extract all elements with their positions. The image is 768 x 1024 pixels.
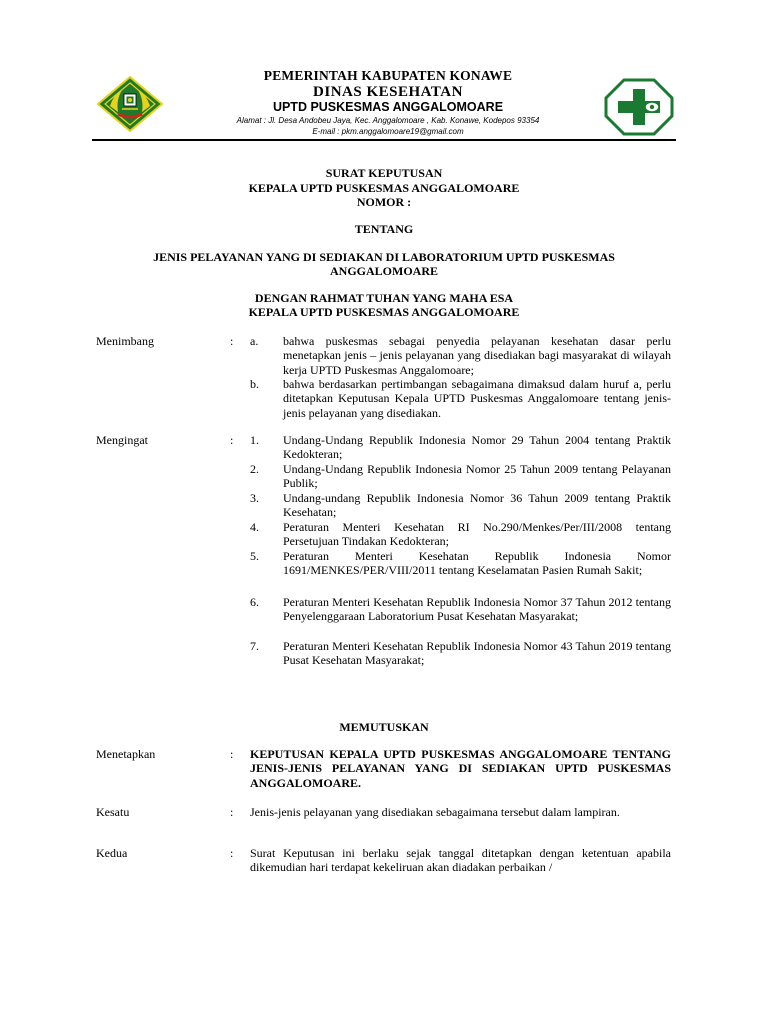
grace-line-1: DENGAN RAHMAT TUHAN YANG MAHA ESA [254,291,514,305]
agency-name: DINAS KESEHATAN [313,84,463,100]
menetapkan-label: Menetapkan [96,747,156,761]
mengingat-item-2: Undang-Undang Republik Indonesia Nomor 25 Tahun 2009 tentang Pelayanan Publik; [283,462,671,491]
letterhead-divider [92,139,676,141]
mengingat-marker-6: 6. [250,595,259,609]
menimbang-item-a: bahwa puskesmas sebagai penyedia pelayanan kesehatan dasar perlu menetapkan jenis – jenis pelayanan yang disediakan bagi masyarakat di wilayah kerja UPTD Puskesmas Anggalomoare; [283,334,671,377]
mengingat-marker-1: 1. [250,433,259,447]
kedua-text: Surat Keputusan ini berlaku sejak tanggal ditetapkan dengan ketentuan apabila dikemudian hari terdapat kekeliruan akan diadakan perbaikan / [250,846,671,875]
decree-number: NOMOR : [356,195,412,209]
puskesmas-cross-logo-icon [604,78,674,136]
memutuskan-heading: MEMUTUSKAN [339,720,429,734]
kedua-colon: : [230,846,234,860]
mengingat-item-3: Undang-undang Republik Indonesia Nomor 36 Tahun 2009 tentang Praktik Kesehatan; [283,491,671,520]
kedua-label: Kedua [96,846,128,860]
konawe-regency-emblem-icon [96,76,164,132]
menimbang-item-b: bahwa berdasarkan pertimbangan sebagaimana dimaksud dalam huruf a, perlu ditetapkan Keputusan Kepala UPTD Puskesmas Anggalomoare tentang jenis-jenis pelayanan yang disediakan. [283,377,671,420]
mengingat-item-7: Peraturan Menteri Kesehatan Republik Indonesia Nomor 43 Tahun 2019 tentang Pusat Kesehatan Masyarakat; [283,639,671,668]
mengingat-item-1: Undang-Undang Republik Indonesia Nomor 29 Tahun 2004 tentang Praktik Kedokteran; [283,433,671,462]
letterhead-text [188,68,588,137]
mengingat-item-5: Peraturan Menteri Kesehatan Republik Indonesia Nomor 1691/MENKES/PER/VIII/2011 tentang Keselamatan Pasien Rumah Sakit; [283,549,671,578]
mengingat-item-4: Peraturan Menteri Kesehatan RI No.290/Menkes/Per/III/2008 tentang Persetujuan Tindakan Kedokteran; [283,520,671,549]
email: E-mail : pkm.anggalomoare19@gmail.com [312,127,464,136]
kesatu-text: Jenis-jenis pelayanan yang disediakan sebagaimana tersebut dalam lampiran. [250,805,620,819]
grace-line-2: KEPALA UPTD PUSKESMAS ANGGALOMOARE [248,305,520,319]
menimbang-colon: : [230,334,234,348]
government-name: PEMERINTAH KABUPATEN KONAWE [263,68,513,83]
mengingat-label: Mengingat [96,433,148,447]
letterhead [92,68,676,140]
subject-line-2: ANGGALOMOARE [330,264,438,278]
decree-issuer: KEPALA UPTD PUSKESMAS ANGGALOMOARE [248,181,520,195]
menimbang-marker-a: a. [250,334,259,348]
address: Alamat : Jl. Desa Andobeu Jaya, Kec. Anggalomoare , Kab. Konawe, Kodepos 93354 [236,116,540,125]
mengingat-colon: : [230,433,234,447]
mengingat-marker-3: 3. [250,491,259,505]
kesatu-colon: : [230,805,234,819]
menetapkan-text: KEPUTUSAN KEPALA UPTD PUSKESMAS ANGGALOMOARE TENTANG JENIS-JENIS PELAYANAN YANG DI SEDIAKAN UPTD PUSKESMAS ANGGALOMOARE. [250,747,671,790]
tentang-heading: TENTANG [354,222,414,236]
mengingat-marker-4: 4. [250,520,259,534]
unit-name: UPTD PUSKESMAS ANGGALOMOARE [272,100,504,114]
mengingat-item-6: Peraturan Menteri Kesehatan Republik Indonesia Nomor 37 Tahun 2012 tentang Penyelenggaraan Laboratorium Pusat Kesehatan Masyarakat; [283,595,671,624]
mengingat-marker-5: 5. [250,549,259,563]
menimbang-marker-b: b. [250,377,259,391]
mengingat-marker-2: 2. [250,462,259,476]
mengingat-marker-7: 7. [250,639,259,653]
decree-title: SURAT KEPUTUSAN [325,166,443,180]
subject-line-1: JENIS PELAYANAN YANG DI SEDIAKAN DI LABORATORIUM UPTD PUSKESMAS [153,250,615,264]
kesatu-label: Kesatu [96,805,130,819]
menetapkan-colon: : [230,747,234,761]
menimbang-label: Menimbang [96,334,154,348]
